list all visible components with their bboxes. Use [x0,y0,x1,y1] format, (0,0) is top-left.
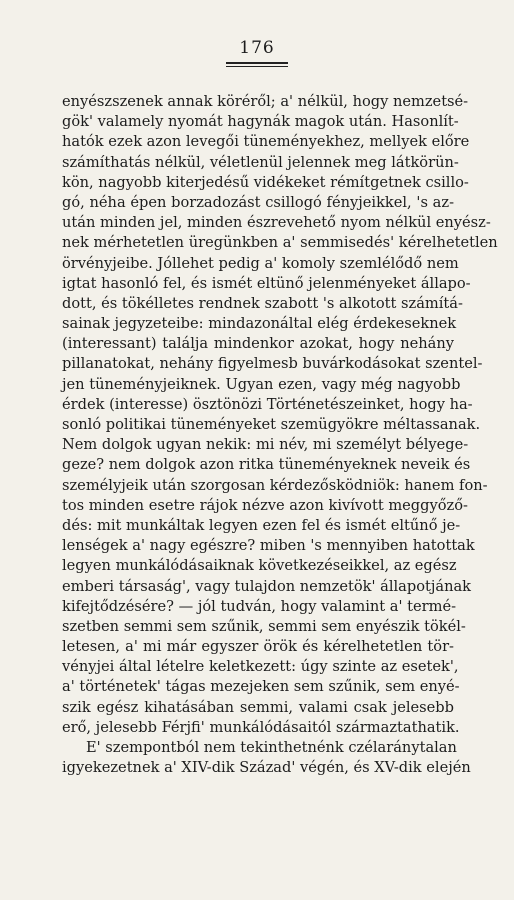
text-line: nek mérhetetlen üregünkben a' semmisedés' kérelhetetlen [62,234,498,252]
text-line: (interessant) találja mindenkor azokat, hogy nehány [62,335,454,353]
text-line: számíthatás nélkül, véletlenül jelennek meg látkörün- [62,153,459,171]
text-line: örvényjeibe. Jóllehet pedig a' komoly szemlélődő nem [62,254,459,272]
text-line: letesen, a' mi már egyszer örök és kérelhetetlen tör- [62,638,454,656]
text-line: Nem dolgok ugyan nekik: mi név, mi személyt bélyege- [62,436,469,454]
text-line: szik egész kihatásában semmi, valami csak jelesebb [62,698,454,716]
text-line: után minden jel, minden észrevehető nyom nélkül enyész- [62,214,491,232]
text-line: sonló politikai tüneményeket szemügyökre méltassanak. [62,416,481,433]
text-line: legyen munkálódásaiknak következéseikkel, az egész [62,557,457,575]
header-rule [226,62,288,67]
text-line: enyészszenek annak köréről; a' nélkül, hogy nemzetsé- [62,93,469,110]
text-line: geze? nem dolgok azon ritka tüneményeknek neveik és [62,456,471,474]
text-line: dés: mit munkáltak legyen ezen fel és ismét eltűnő je- [62,516,461,534]
text-line: jen tüneményjeiknek. Ugyan ezen, vagy még nagyobb [62,375,461,393]
text-line: lenségek a' nagy egészre? miben 's mennyiben hatottak [62,537,475,555]
text-line: kön, nagyobb kiterjedésű vidékeket rémítgetnek csillo- [62,173,469,191]
text-line: dott, és tökélletes rendnek szabott 's alkotott számítá- [62,294,463,312]
text-line: vényjei által lételre keletkezett: úgy szinte az esetek', [62,658,459,676]
text-line: emberi társaság', vagy tulajdon nemzetök' állapotjának [62,577,472,595]
text-line: igtat hasonló fel, és ismét eltünő jelenményeket állapo- [62,274,471,292]
body-text [62,92,498,778]
text-line: személyjeik után szorgosan kérdezősködniök: hanem fon- [62,476,488,494]
text-line: a' történetek' tágas mezejeken sem szűnik, sem enyé- [62,678,460,696]
text-line: sainak jegyzeteibe: mindazonáltal elég érdekeseknek [62,315,457,333]
text-line: pillanatokat, nehány figyelmesb buvárkodásokat szentel- [62,355,483,373]
text-line: érdek (interesse) ösztönözi Történetészeinket, hogy ha- [62,395,473,413]
text-line: szetben semmi sem szűnik, semmi sem enyészik tökél- [62,617,466,635]
text-line: tos minden esetre rájok nézve azon kivívott meggyőző- [62,496,468,514]
text-line: gök' valamely nyomát hagynák magok után. Hasonlít- [62,113,459,131]
text-line: igyekezetnek a' XIV-dik Század' végén, és XV-dik elején [62,759,471,777]
text-line: hatók ezek azon levegői tüneményekhez, mellyek előre [62,133,470,151]
text-line: kifejtődzésére? — jól tudván, hogy valamint a' termé- [62,597,457,615]
text-line: gó, néha épen borzadozást csillogó fényjeikkel, 's az- [62,193,454,211]
text-line: E' szempontból nem tekinthetnénk czélaránytalan [86,739,457,756]
page-number: 176 [239,38,275,58]
text-line: erő, jelesebb Férjfi' munkálódásaitól származtathatik. [62,718,460,736]
